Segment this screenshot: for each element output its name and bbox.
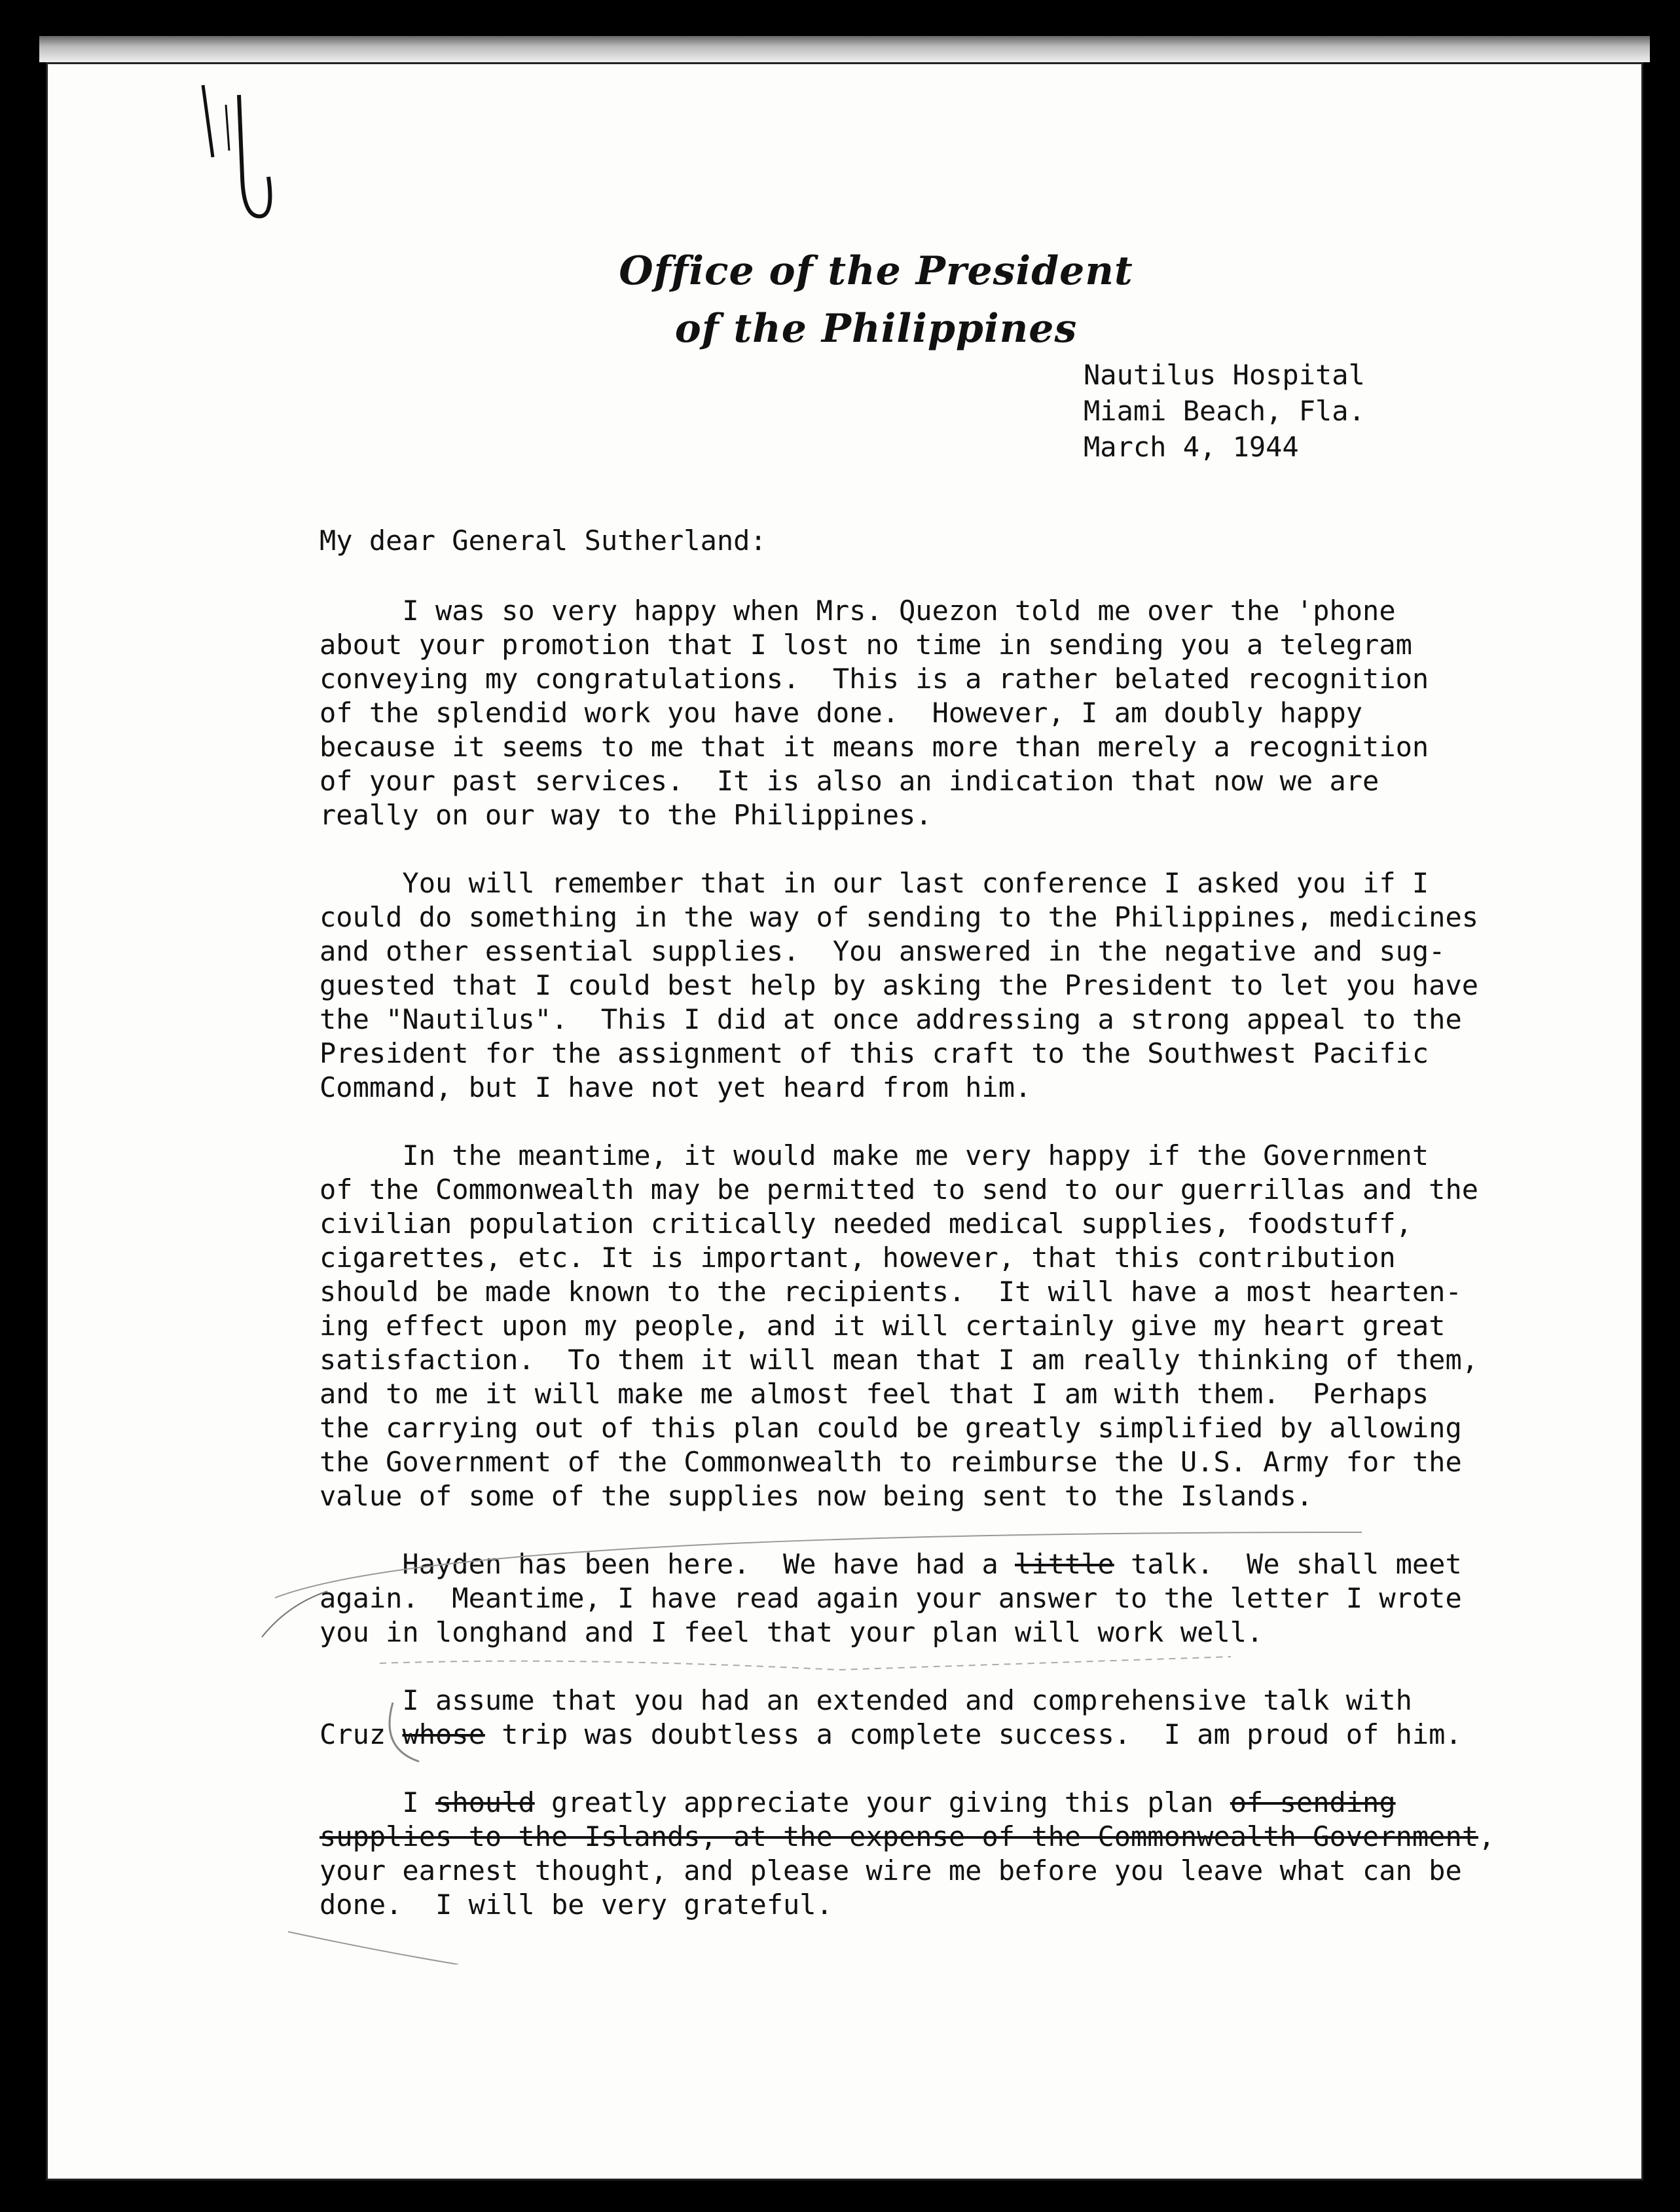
text-line <box>320 1547 1498 1581</box>
text-line: the Government of the Commonwealth to reimburse the U.S. Army for the <box>320 1446 1462 1478</box>
text-line: should be made known to the recipients. It will have a most hearten- <box>320 1276 1462 1308</box>
text-line: really on our way to the Philippines. <box>320 799 932 831</box>
text-line: done. I will be very grateful. <box>320 1889 833 1921</box>
struck-text: whose <box>402 1718 485 1750</box>
text-segment: trip was doubtless a complete success. I am proud of him. <box>484 1718 1462 1750</box>
text-line: you in longhand and I feel that your plan will work well. <box>320 1616 1264 1648</box>
address-line-1: Nautilus Hospital <box>1084 359 1365 391</box>
struck-text: little <box>1015 1548 1114 1580</box>
page-top-edge <box>39 36 1650 62</box>
text-line: and to me it will make me almost feel that I am with them. Perhaps <box>320 1378 1429 1410</box>
text-line: the "Nautilus". This I did at once addressing a strong appeal to the <box>320 1003 1462 1035</box>
letter-body <box>320 524 1498 1956</box>
text-line: guested that I could best help by asking the President to let you have <box>320 969 1479 1001</box>
text-line: because it seems to me that it means more than merely a recognition <box>320 731 1429 763</box>
text-line <box>320 1718 1498 1752</box>
text-line: again. Meantime, I have read again your answer to the letter I wrote <box>320 1582 1462 1614</box>
address-date: March 4, 1944 <box>1084 431 1299 463</box>
sender-address <box>1084 357 1365 465</box>
text-line: cigarettes, etc. It is important, however, that this contribution <box>320 1242 1396 1274</box>
text-line: value of some of the supplies now being sent to the Islands. <box>320 1480 1313 1512</box>
text-line: I assume that you had an extended and comprehensive talk with <box>320 1684 1412 1716</box>
paper-clip-mark-icon <box>190 79 282 249</box>
paragraph-3 <box>320 1139 1498 1513</box>
struck-text: should <box>435 1786 535 1818</box>
paragraph-4 <box>320 1547 1498 1650</box>
text-segment: Hayden has been here. We have had a <box>320 1548 1015 1580</box>
text-line: civilian population critically needed medical supplies, foodstuff, <box>320 1207 1412 1240</box>
text-segment: talk. We shall meet <box>1114 1548 1462 1580</box>
text-segment: I <box>320 1786 436 1818</box>
struck-text: of sending <box>1230 1786 1396 1818</box>
text-segment: Cruz <box>320 1718 403 1750</box>
paragraph-6 <box>320 1786 1498 1922</box>
letterhead <box>0 242 1680 358</box>
text-line <box>320 1820 1498 1854</box>
text-line: conveying my congratulations. This is a rather belated recognition <box>320 663 1429 695</box>
text-line: ing effect upon my people, and it will certainly give my heart great <box>320 1310 1446 1342</box>
text-line: and other essential supplies. You answered in the negative and sug- <box>320 935 1446 967</box>
text-line: President for the assignment of this craft to the Southwest Pacific <box>320 1037 1429 1069</box>
text-line: could do something in the way of sending to the Philippines, medicines <box>320 901 1479 933</box>
text-line: of the splendid work you have done. However, I am doubly happy <box>320 697 1363 729</box>
text-line: about your promotion that I lost no time in sending you a telegram <box>320 629 1412 661</box>
letterhead-line-2: of the Philippines <box>674 306 1078 352</box>
paragraph-2 <box>320 866 1498 1105</box>
text-line: your earnest thought, and please wire me before you leave what can be <box>320 1854 1462 1887</box>
text-line: You will remember that in our last conference I asked you if I <box>320 867 1429 899</box>
text-line: satisfaction. To them it will mean that I am really thinking of them, <box>320 1344 1479 1376</box>
text-line: I was so very happy when Mrs. Quezon told me over the 'phone <box>320 595 1396 627</box>
text-line: of your past services. It is also an indication that now we are <box>320 765 1379 797</box>
text-line: In the meantime, it would make me very happy if the Government <box>320 1139 1429 1171</box>
address-line-2: Miami Beach, Fla. <box>1084 395 1365 427</box>
text-segment: greatly appreciate your giving this plan <box>534 1786 1230 1818</box>
text-line: Command, but I have not yet heard from him. <box>320 1071 1032 1103</box>
salutation: My dear General Sutherland: <box>320 525 767 557</box>
text-segment: , <box>1478 1820 1495 1853</box>
letterhead-line-1: Office of the President <box>619 248 1133 294</box>
text-line: the carrying out of this plan could be greatly simplified by allowing <box>320 1412 1462 1444</box>
paragraph-5 <box>320 1684 1498 1752</box>
text-line: of the Commonwealth may be permitted to send to our guerrillas and the <box>320 1173 1479 1206</box>
paragraph-1 <box>320 594 1498 832</box>
struck-text: supplies to the Islands, at the expense of the Commonwealth Government <box>320 1820 1479 1853</box>
text-line <box>320 1786 1498 1820</box>
